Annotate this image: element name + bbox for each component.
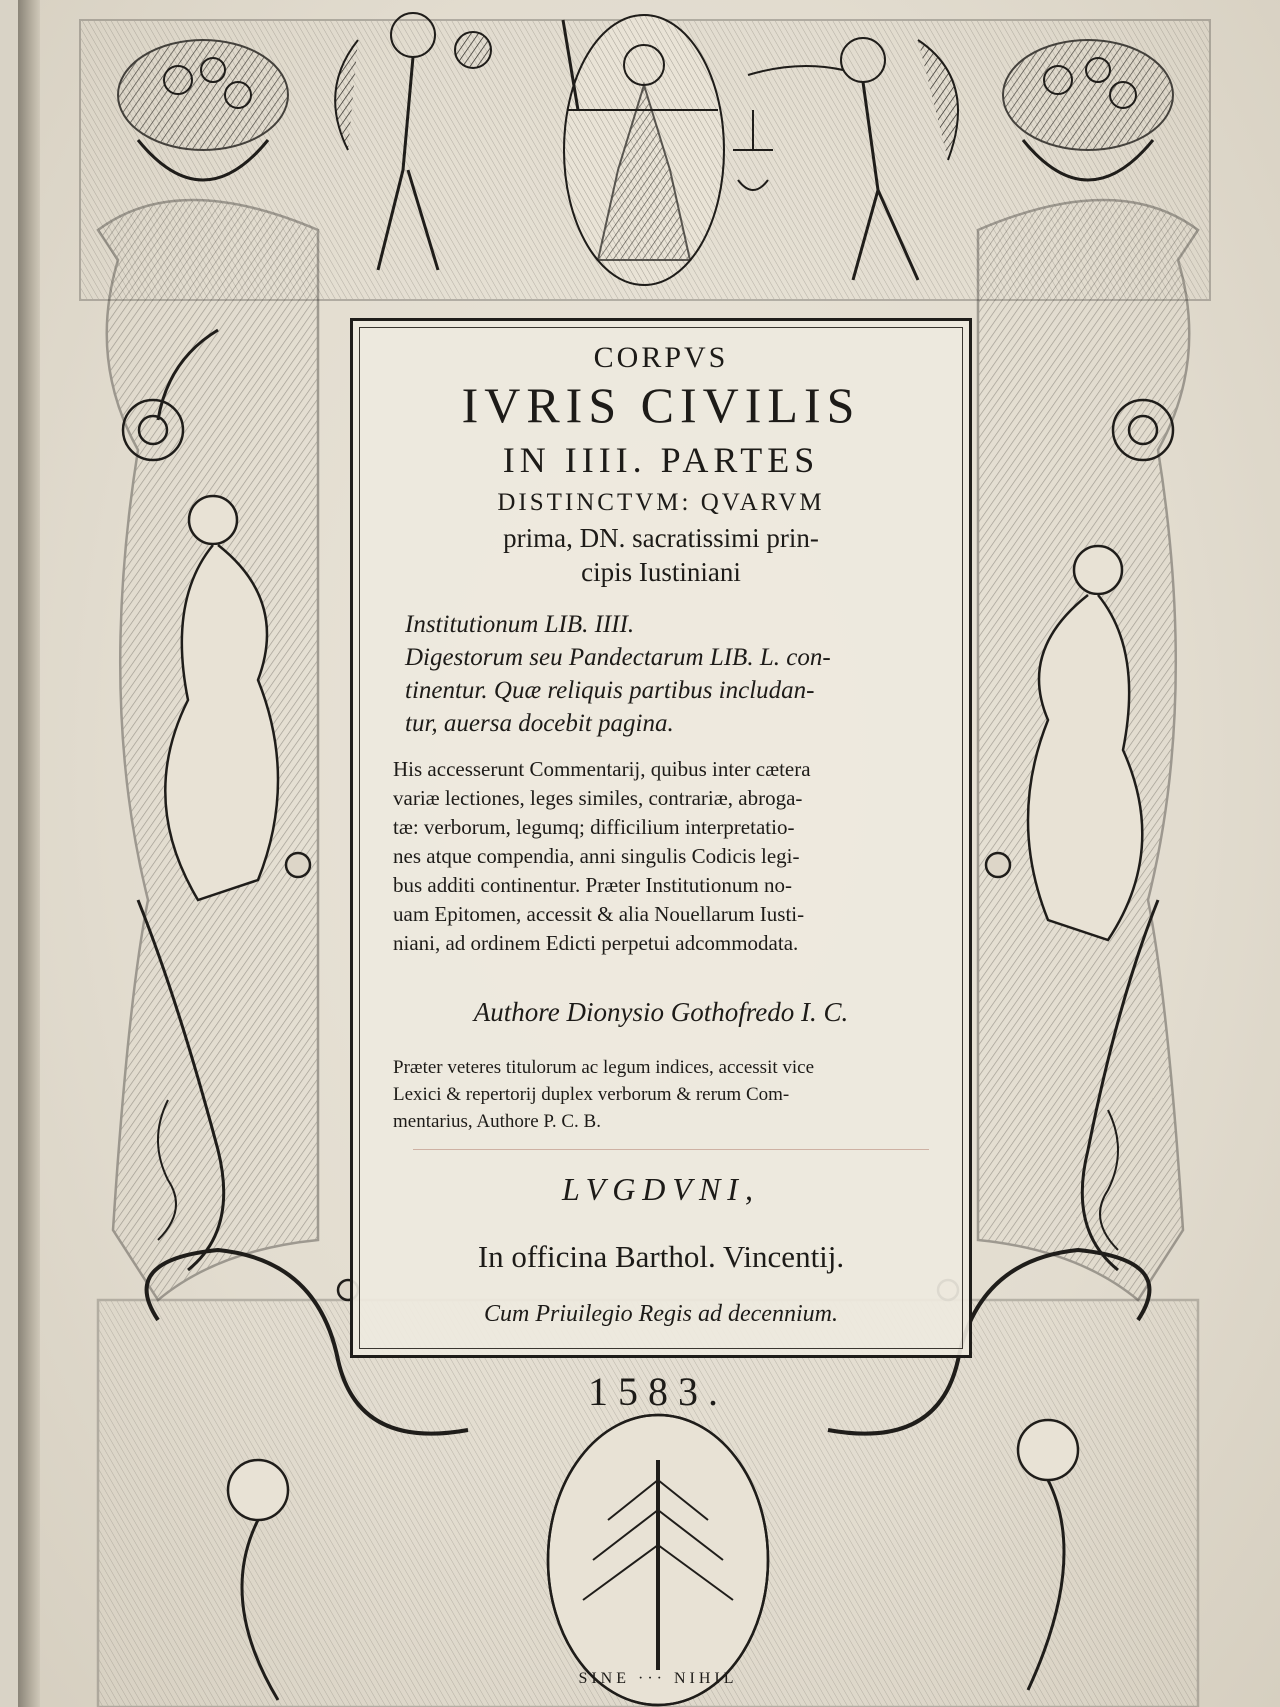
title-page xyxy=(18,0,1280,1707)
title-line-iuris-civilis: IVRIS CIVILIS xyxy=(461,377,861,433)
title-line-partes: IN IIII. PARTES xyxy=(502,440,820,480)
title-line-distinctum: DISTINCTVM: QVARVM xyxy=(497,489,825,516)
title-line-iustiniani: cipis Iustiniani xyxy=(581,557,741,587)
commentary-line-6: uam Epitomen, accessit & alia Nouellarum Iusti- xyxy=(393,902,805,926)
commentary-line-3: tæ: verborum, legumq; difficilium interpretatio- xyxy=(393,815,795,839)
place-line: LVGDVNI, xyxy=(562,1171,760,1207)
contents-line-4: tur, auersa docebit pagina. xyxy=(405,710,674,737)
contents-line-1: Institutionum LIB. IIII. xyxy=(405,611,635,638)
commentary-line-1: His accesserunt Commentarij, quibus inter cætera xyxy=(393,757,811,781)
title-line-prima: prima, DN. sacratissimi prin- xyxy=(503,523,819,553)
divider-rule xyxy=(413,1149,929,1150)
title-line-corpus: CORPVS xyxy=(593,341,729,374)
left-caryatid-pillar xyxy=(98,200,318,1300)
commentary-line-4: nes atque compendia, anni singulis Codicis legi- xyxy=(393,844,800,868)
contents-line-2: Digestorum seu Pandectarum LIB. L. con- xyxy=(405,644,831,671)
tree-medallion xyxy=(548,1415,768,1705)
indices-line-3: mentarius, Authore P. C. B. xyxy=(393,1111,601,1132)
contents-line-3: tinentur. Quæ reliquis partibus includan- xyxy=(405,677,815,704)
right-caryatid-pillar xyxy=(978,200,1198,1300)
indices-line-1: Præter veteres titulorum ac legum indices, accessit vice xyxy=(393,1057,815,1078)
medallion-motto: SINE ··· NIHIL xyxy=(578,1670,738,1687)
author-line: Authore Dionysio Gothofredo I. C. xyxy=(473,997,849,1027)
commentary-line-5: bus additi continentur. Præter Institutionum no- xyxy=(393,873,792,897)
commentary-line-2: variæ lectiones, leges similes, contrariæ, abroga- xyxy=(393,786,803,810)
indices-line-2: Lexici & repertorij duplex verborum & rerum Com- xyxy=(393,1084,790,1105)
printer-line: In officina Barthol. Vincentij. xyxy=(477,1239,845,1274)
year: 1583. xyxy=(588,1369,728,1414)
privilege-line: Cum Priuilegio Regis ad decennium. xyxy=(484,1301,838,1327)
title-panel xyxy=(350,318,972,1358)
commentary-line-7: niani, ad ordinem Edicti perpetui adcommodata. xyxy=(393,931,799,955)
